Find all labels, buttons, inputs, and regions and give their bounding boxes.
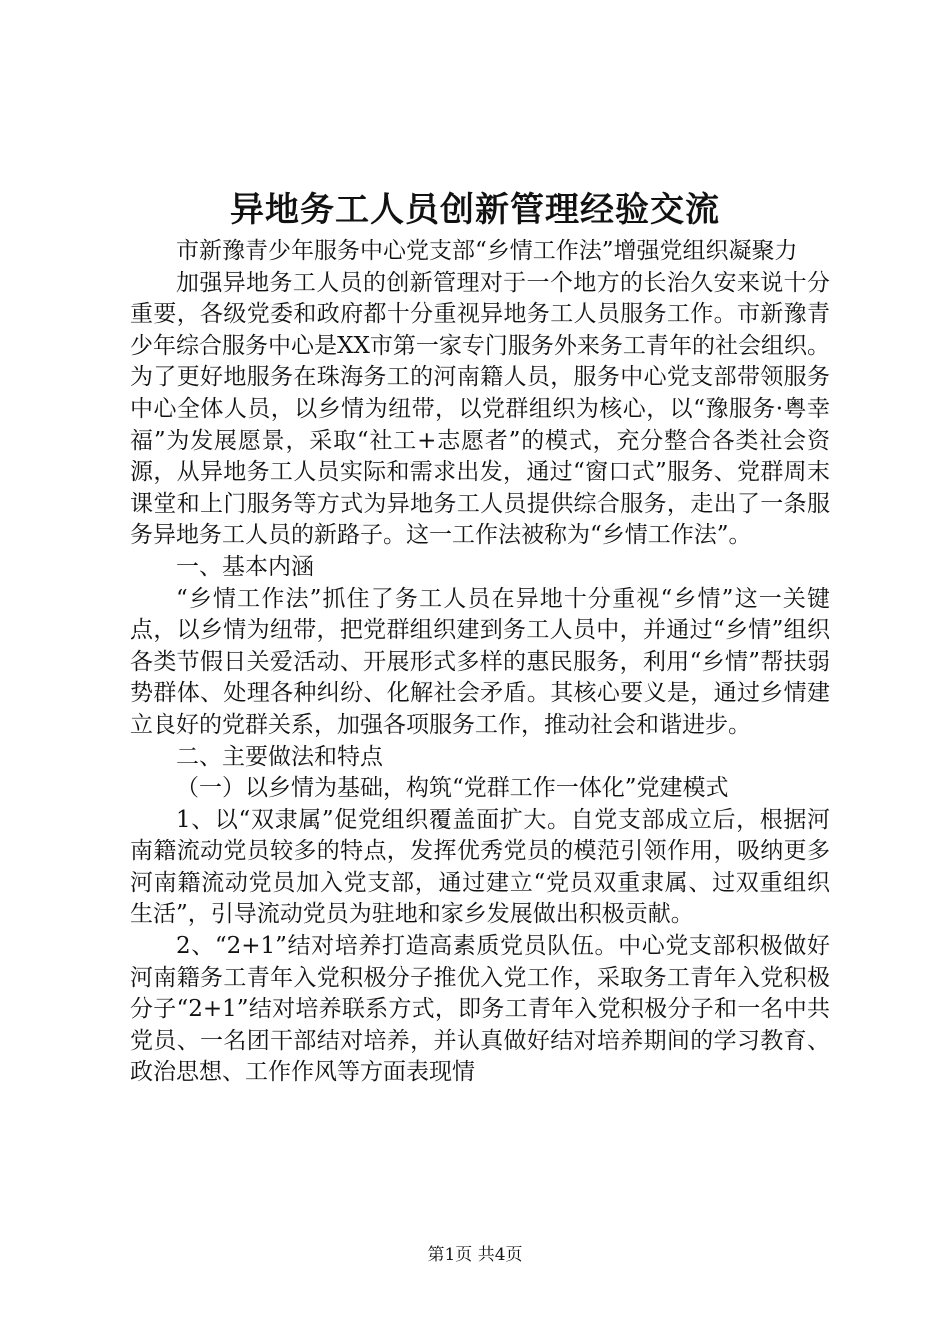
practice-paragraph-2: 2、“2+1”结对培养打造高素质党员队伍。中心党支部积极做好河南籍务工青年入党积极分子推优入党工作，采取务工青年入党积极分子“2+1”结对培养联系方式，即务工青年入党积极分子和一名中共党员、一名团干部结对培养，并认真做好结对培养期间的学习教育、政治思想、工作作风等方面表现情 — [130, 933, 830, 1086]
basic-meaning-paragraph: “乡情工作法”抓住了务工人员在异地十分重视“乡情”这一关键点，以乡情为纽带，把党群组织建到务工人员中，并通过“乡情”组织各类节假日关爱活动、开展形式多样的惠民服务，利用“乡情”帮扶弱势群体、处理各种纠纷、化解社会矛盾。其核心要义是，通过乡情建立良好的党群关系，加强各项服务工作，推动社会和谐进步。 — [130, 585, 830, 738]
section-heading-main-practices: 二、主要做法和特点 — [176, 743, 383, 770]
page-footer: 第1页 共4页 — [427, 1245, 523, 1265]
subtitle-paragraph: 市新豫青少年服务中心党支部“乡情工作法”增强党组织凝聚力 — [176, 238, 798, 264]
practice-paragraph-1: 1、以“双隶属”促党组织覆盖面扩大。自党支部成立后，根据河南籍流动党员较多的特点，发挥优秀党员的模范引领作用，吸纳更多河南籍流动党员加入党支部，通过建立“党员双重隶属、过双重组织生活”，引导流动党员为驻地和家乡发展做出积极贡献。 — [130, 806, 830, 928]
document-body — [130, 236, 830, 1089]
section-heading-basic-meaning: 一、基本内涵 — [176, 553, 314, 580]
intro-paragraph: 加强异地务工人员的创新管理对于一个地方的长治久安来说十分重要，各级党委和政府都十分重视异地务工人员服务工作。市新豫青少年综合服务中心是XX市第一家专门服务外来务工青年的社会组织。为了更好地服务在珠海务工的河南籍人员，服务中心党支部带领服务中心全体人员，以乡情为纽带，以党群组织为核心，以“豫服务·粤幸福”为发展愿景，采取“社工+志愿者”的模式，充分整合各类社会资源，从异地务工人员实际和需求出发，通过“窗口式”服务、党群周末课堂和上门服务等方式为异地务工人员提供综合服务，走出了一条服务异地务工人员的新路子。这一工作法被称为“乡情工作法”。 — [130, 269, 830, 549]
document-title: 异地务工人员创新管理经验交流 — [230, 190, 720, 230]
subsection-heading-1: （一）以乡情为基础，构筑“党群工作一体化”党建模式 — [176, 775, 729, 802]
